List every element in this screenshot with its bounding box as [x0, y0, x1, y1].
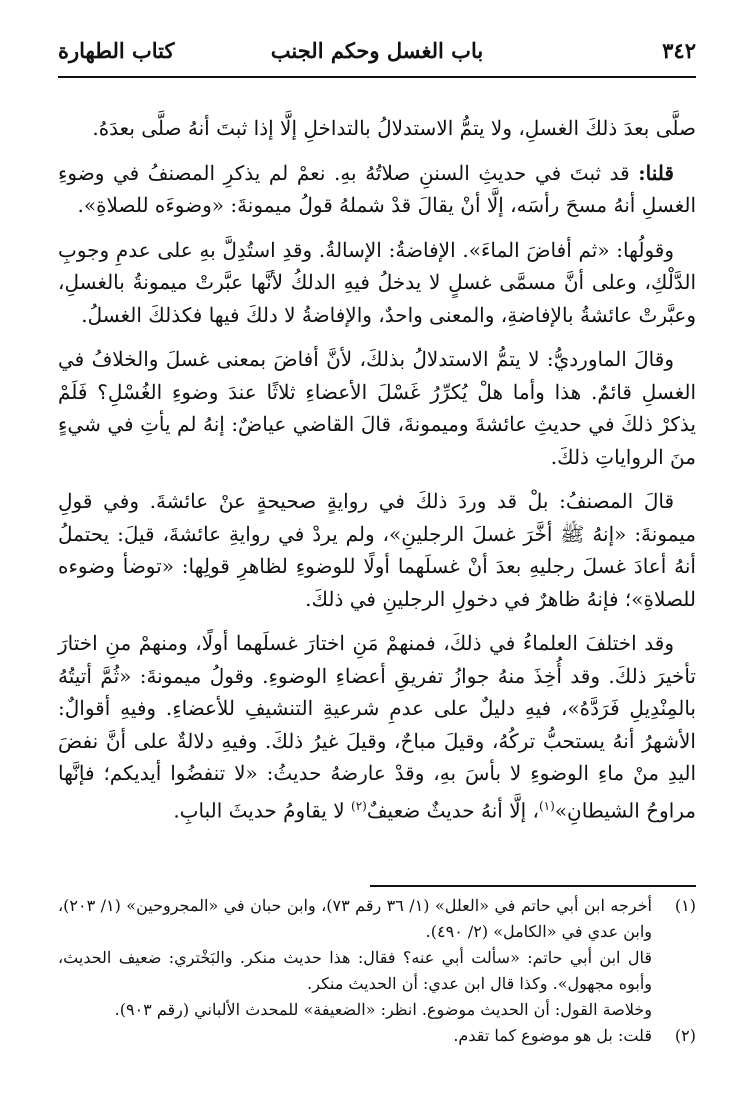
footnote-text: قلت: بل هو موضوع كما تقدم. — [453, 1026, 652, 1045]
footnotes — [58, 893, 696, 1049]
footnote-text: أخرجه ابن أبي حاتم في «العلل» (١/ ٣٦ رقم ٧٣)، وابن حبان في «المجروحين» (١/ ٢٠٣)، وابن عدي في «الكامل» (٢/ ٤٩٠). — [58, 896, 653, 941]
chapter-title: باب الغسل وحكم الجنب — [270, 38, 484, 63]
paragraph-2 — [58, 157, 696, 222]
paragraph-6-mid: ، إلَّا أنهُ حديثٌ ضعيفٌ — [366, 798, 539, 823]
paragraph-2-text: قد ثبتَ في حديثِ السننِ صلاتُهُ بهِ. نعمْ لم يذكرِ المصنفُ في وضوءِ الغسلِ أنهُ مسحَ رأسَه، إلَّا أنْ يقالَ قدْ شملهُ قولُ ميمونةَ: «وضوءَه للصلاةِ». — [58, 160, 696, 217]
book-title: كتاب الطهارة — [58, 38, 175, 63]
footnote-1-summary: وخلاصة القول: أن الحديث موضوع. انظر: «الضعيفة» للمحدث الألباني (رقم ٩٠٣). — [114, 1000, 652, 1019]
footnote-1 — [58, 893, 696, 945]
header-divider — [58, 76, 696, 78]
footnote-divider — [370, 885, 696, 887]
footnote-number: (١) — [674, 896, 696, 915]
paragraph-5: قالَ المصنفُ: بلْ قد وردَ ذلكَ في روايةٍ صحيحةٍ عنْ عائشةَ. وفي قولِ ميمونةَ: «إنهُ ﷺ أخَّرَ غسلَ الرجلينِ»، ولم يردْ في روايةِ عائشةَ، قيلَ: يحتملُ أنهُ أعادَ غسلَ رجليهِ بعدَ أنْ غسلَهما أولًا للوضوءِ لظاهرِ قولِها: «توضأ وضوءه للصلاةِ»؛ فإنهُ ظاهرٌ في دخولِ الرجلينِ في ذلكَ. — [58, 489, 696, 611]
paragraph-6 — [58, 627, 696, 827]
footnote-ref-1[interactable]: (١) — [538, 798, 555, 813]
paragraph-1: صلَّى بعدَ ذلكَ الغسلِ، ولا يتمُّ الاستدلالُ بالتداخلِ إلَّا إذا ثبتَ أنهُ صلَّى بعدَهُ. — [92, 116, 696, 140]
footnote-1-continued: قال ابن أبي حاتم: «سألت أبي عنه؟ فقال: هذا حديث منكر. والبَخْتري: ضعيف الحديث، وأبوه مجهول». وكذا قال ابن عدي: أن الحديث منكر. — [58, 948, 652, 993]
main-text — [58, 112, 696, 839]
paragraph-6-end: لا يقاومُ حديثَ البابِ. — [173, 798, 352, 823]
paragraph-lead: قلنا: — [638, 160, 674, 185]
paragraph-3: وقولُها: «ثم أفاضَ الماءَ». الإفاضةُ: الإسالةُ. وقدِ استُدِلَّ بهِ على عدمِ وجوبِ الدَّلْكِ، وعلى أنَّ مسمَّى غسلٍ لا يدخلُ فيهِ الدلكُ لأنَّها عبَّرتْ ميمونةُ بالغسلِ، وعبَّرتْ عائشةُ بالإفاضةِ، والمعنى واحدٌ، والإفاضةُ لا دلكَ فيها فكذلكَ الغسلُ. — [58, 237, 696, 327]
paragraph-4: وقالَ الماورديُّ: لا يتمُّ الاستدلالُ بذلكَ، لأنَّ أفاضَ بمعنى غسلَ والخلافُ في الغسلِ قائمٌ. هذا وأما هلْ يُكرِّرُ غَسْلَ الأعضاءِ ثلاثًا عندَ وضوءِ الغُسْلِ؟ فَلَمْ يذكرْ ذلكَ في حديثِ عائشةَ وميمونةَ، قالَ القاضي عياضٌ: إنهُ لم يأتِ في شيءٍ منَ الرواياتِ ذلكَ. — [58, 347, 696, 469]
page-number: ٣٤٢ — [662, 38, 696, 63]
footnote-ref-2[interactable]: (٢) — [351, 798, 367, 813]
paragraph-6-text: وقد اختلفَ العلماءُ في ذلكَ، فمنهمْ مَنِ اختارَ غسلَهما أولًا، ومنهمْ منِ اختارَ تأخيرَ ذلكَ. وقد أُخِذَ منهُ جوازُ تفريقِ أعضاءِ الوضوءِ. وقولُ ميمونةَ: «ثُمَّ أتيتُهُ بالمِنْدِيلِ فَرَدَّهُ»، فيهِ دليلٌ على عدمِ شرعيةِ التنشيفِ للأعضاءِ. وفيهِ أقوالٌ: الأشهرُ أنهُ يستحبُّ تركُهُ، وقيلَ مباحٌ، وقيلَ غيرُ ذلكَ. وفيهِ دلالةٌ على أنَّ نفضَ اليدِ منْ ماءِ الوضوءِ لا بأسَ بهِ، وقدْ عارضهُ حديثُ: «لا تنفضُوا أيديكم؛ فإنَّها مراوحُ الشيطانِ» — [58, 631, 696, 823]
footnote-number: (٢) — [674, 1026, 696, 1045]
running-header — [58, 38, 696, 72]
footnote-2 — [58, 1023, 696, 1049]
